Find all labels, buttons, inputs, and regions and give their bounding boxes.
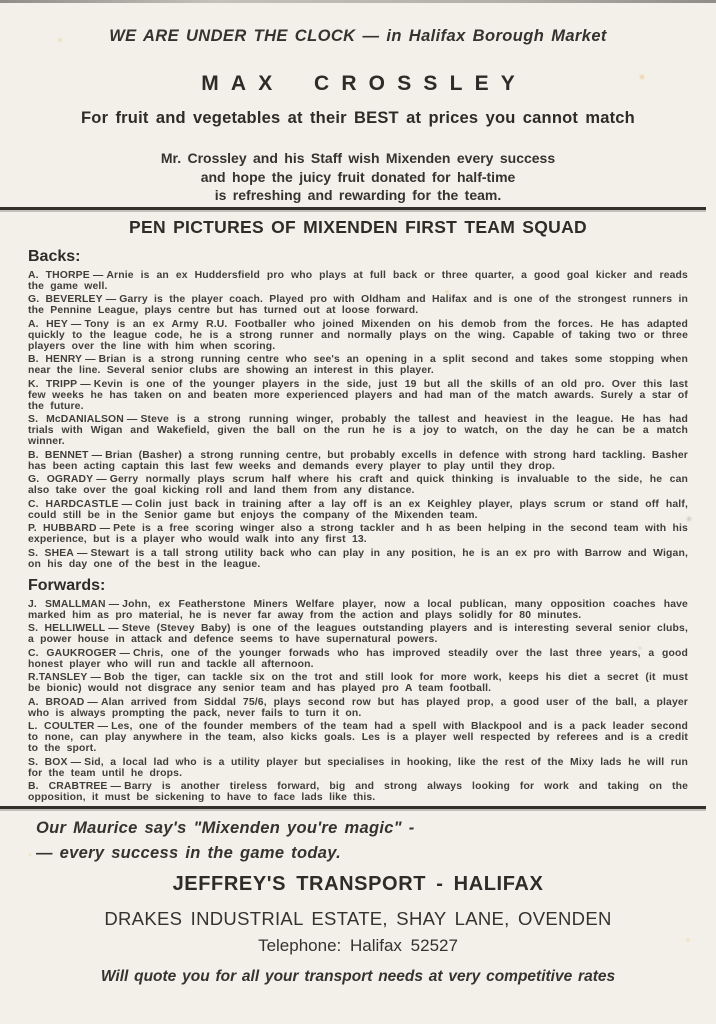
player-description: Kevin is one of the younger players in the side, just 19 but all the skills of an old pro. Over this last few weeks he has taken on and beaten more experienced players and had man of the match awards. Surely a star of the future.	[28, 378, 688, 412]
player-entry	[28, 450, 688, 472]
company-telephone: Telephone: Halifax 52527	[258, 935, 458, 955]
player-description: Arnie is an ex Huddersfield pro who plays at full back or three quarter, a good goal kicker and reads the game well.	[28, 269, 688, 292]
player-description: Steve is a strong running winger, probably the tallest and heaviest in the league. He has had trials with Wigan and Wakefield, given the ball on the run he is a joy to watch, on the day he can be a match winner.	[28, 414, 688, 447]
player-description: Sid, a local lad who is a utility player but specialises in hooking, like the rest of the Mixy lads he will run for the team until he drops.	[28, 756, 688, 779]
jeffreys-transport-advert	[0, 809, 716, 986]
player-entry	[28, 599, 688, 621]
player-description: Brian is a strong running centre who see's an opening in a split second and takes some stopping when near the line. Several senior clubs are showing an interest in this player.	[28, 354, 688, 376]
player-description: Chris, one of the younger forwads who has improved steadily over the last three years, a good honest player who will run and tackle all afternoon.	[28, 647, 688, 670]
em-dash: —	[80, 378, 91, 390]
em-dash: —	[91, 449, 103, 461]
section-title: PEN PICTURES OF MIXENDEN FIRST TEAM SQUAD	[129, 216, 587, 237]
em-dash: —	[85, 354, 96, 365]
em-dash: —	[87, 696, 98, 708]
player-entry	[28, 414, 688, 447]
player-name: C. HARDCASTLE	[28, 498, 119, 510]
advert-headline: For fruit and vegetables at their BEST at prices you cannot match	[81, 109, 635, 127]
player-description: Les, one of the founder members of the team had a spell with Blackpool and is a pack leader second to none, can play anywhere in the team, also kicks goals. Les is a player well respected by referees and is a credit to the sport.	[28, 721, 688, 754]
em-dash: —	[108, 598, 120, 610]
player-name: A. THORPE	[28, 269, 90, 281]
player-description: Gerry normally plays scrum half where his craft and quick thinking is invaluable to the side, he can also take over the goal kicking roll and land them from any distance.	[28, 474, 689, 496]
player-entry	[28, 721, 688, 754]
player-name: A. HEY	[28, 318, 68, 330]
player-entry	[28, 781, 688, 803]
player-name: P. HUBBARD	[28, 523, 97, 534]
em-dash: —	[90, 672, 102, 683]
player-description: Steve (Stevey Baby) is one of the leagues outstanding players and is interesting several senior clubs, a power house in attack and defence seems to have supernatural powers.	[28, 623, 688, 645]
em-dash: —	[70, 756, 82, 768]
player-entry	[28, 697, 688, 719]
player-name: S. BOX	[28, 756, 68, 768]
player-entry	[28, 294, 688, 316]
company-address: DRAKES INDUSTRIAL ESTATE, SHAY LANE, OVENDEN	[104, 907, 612, 929]
player-description: Bob the tiger, can tackle six on the trot and still look for more work, keeps his diet a secret (it must be bionic) would not disgrace any senior team and has played pro A team football.	[28, 672, 688, 694]
advert-message-line: and hope the juicy fruit donated for half-time	[200, 168, 516, 185]
player-entry	[28, 270, 688, 292]
forwards-list	[28, 599, 688, 804]
player-name: S. SHEA	[28, 547, 74, 559]
player-description: Tony is an ex Army R.U. Footballer who joined Mixenden on his demob from the forces. He has adapted quickly to the league code, he is a strong runner and normally plays on the wing. Capable of taking two or three players over the line with him when scoring.	[28, 318, 688, 352]
backs-heading: Backs:	[28, 247, 81, 265]
player-name: B. BENNET	[28, 449, 89, 461]
scan-edge-artifact	[0, 0, 716, 3]
em-dash: —	[105, 294, 117, 305]
player-entry	[28, 499, 688, 521]
advert-tagline: WE ARE UNDER THE CLOCK — in Halifax Borough Market	[109, 27, 607, 45]
player-name: A. BROAD	[28, 696, 85, 708]
em-dash: —	[92, 269, 104, 281]
em-dash: —	[96, 474, 107, 485]
advert-message	[0, 149, 716, 205]
pen-pictures-section	[0, 210, 716, 804]
player-name: K. TRIPP	[28, 378, 78, 390]
player-name: S. McDANIALSON	[28, 414, 124, 425]
player-description: John, ex Featherstone Miners Welfare player, now a local publican, many opposition coaches have marked him as pro material, he is never far away from the action and plays solidly for 80 minutes.	[28, 598, 688, 621]
player-description: Garry is the player coach. Played pro with Oldham and Halifax and is one of the strongest runners in the Pennine League, plays centre but has turned out at loose forward.	[28, 294, 688, 316]
player-name: G. OGRADY	[28, 474, 94, 485]
advert-slogan: Will quote you for all your transport needs at very competitive rates	[100, 967, 616, 985]
max-crossley-advert	[0, 0, 716, 205]
player-description: Alan arrived from Siddal 75/6, plays second row but has played prop, a good user of the ball, a player who is always prompting the pack, never fails to turn it on.	[28, 696, 688, 719]
player-entry	[28, 648, 688, 670]
em-dash: —	[108, 623, 119, 634]
forwards-heading: Forwards:	[28, 576, 106, 594]
player-entry	[28, 672, 688, 694]
advert-message-line: Mr. Crossley and his Staff wish Mixenden every success	[160, 150, 556, 166]
player-name: J. SMALLMAN	[28, 598, 106, 610]
player-name: B. HENRY	[28, 354, 83, 365]
player-entry	[28, 548, 688, 570]
player-entry	[28, 379, 688, 412]
player-description: Colin just back in training after a lay off is an ex Keighley player, plays scrum or stand off half, could still be in the Senior game but enjoys the company of the Mixenden team.	[28, 498, 688, 521]
player-entry	[28, 354, 688, 376]
player-name: S. HELLIWELL	[28, 623, 106, 634]
player-description: Barry is another tireless forward, big and strong always looking for work and taking on the opposition, it must be sickening to have to face lads like this.	[28, 781, 688, 803]
player-description: Pete is a free scoring winger also a strong tackler and h as been helping in the second team with his experience, but is a player who would walk into any first 13.	[28, 523, 688, 545]
company-name: JEFFREY'S TRANSPORT - HALIFAX	[172, 872, 544, 895]
em-dash: —	[70, 318, 82, 330]
player-name: L. COULTER	[28, 721, 95, 732]
em-dash: —	[110, 781, 122, 792]
advert-quote-line: Our Maurice say's "Mixenden you're magic" -	[36, 818, 415, 837]
em-dash: —	[76, 547, 88, 559]
em-dash: —	[99, 523, 111, 534]
advert-message-line: is refreshing and rewarding for the team.	[214, 187, 502, 203]
player-description: Stewart is a tall strong utility back who can play in any position, he is an ex pro with Barrow and Wigan, on his day one of the best in the league.	[28, 547, 688, 570]
player-entry	[28, 319, 688, 352]
player-name: R.TANSLEY	[28, 672, 88, 683]
em-dash: —	[119, 647, 130, 659]
player-description: Brian (Basher) a strong running centre, but probably excells in defence with strong hard tackling. Basher has been acting captain this last few weeks and demands every player to play until they drop.	[28, 449, 689, 472]
player-entry	[28, 623, 688, 645]
em-dash: —	[97, 721, 109, 732]
em-dash: —	[126, 414, 138, 425]
advert-quote-line: — every success in the game today.	[36, 843, 341, 862]
player-name: G. BEVERLEY	[28, 294, 103, 305]
player-name: C. GAUKROGER	[28, 647, 117, 659]
player-entry	[28, 757, 688, 779]
em-dash: —	[121, 498, 133, 510]
advertiser-name: MAX CROSSLEY	[201, 72, 527, 95]
player-name: B. CRABTREE	[28, 781, 108, 792]
player-entry	[28, 523, 688, 545]
backs-list	[28, 270, 688, 570]
player-entry	[28, 474, 688, 496]
